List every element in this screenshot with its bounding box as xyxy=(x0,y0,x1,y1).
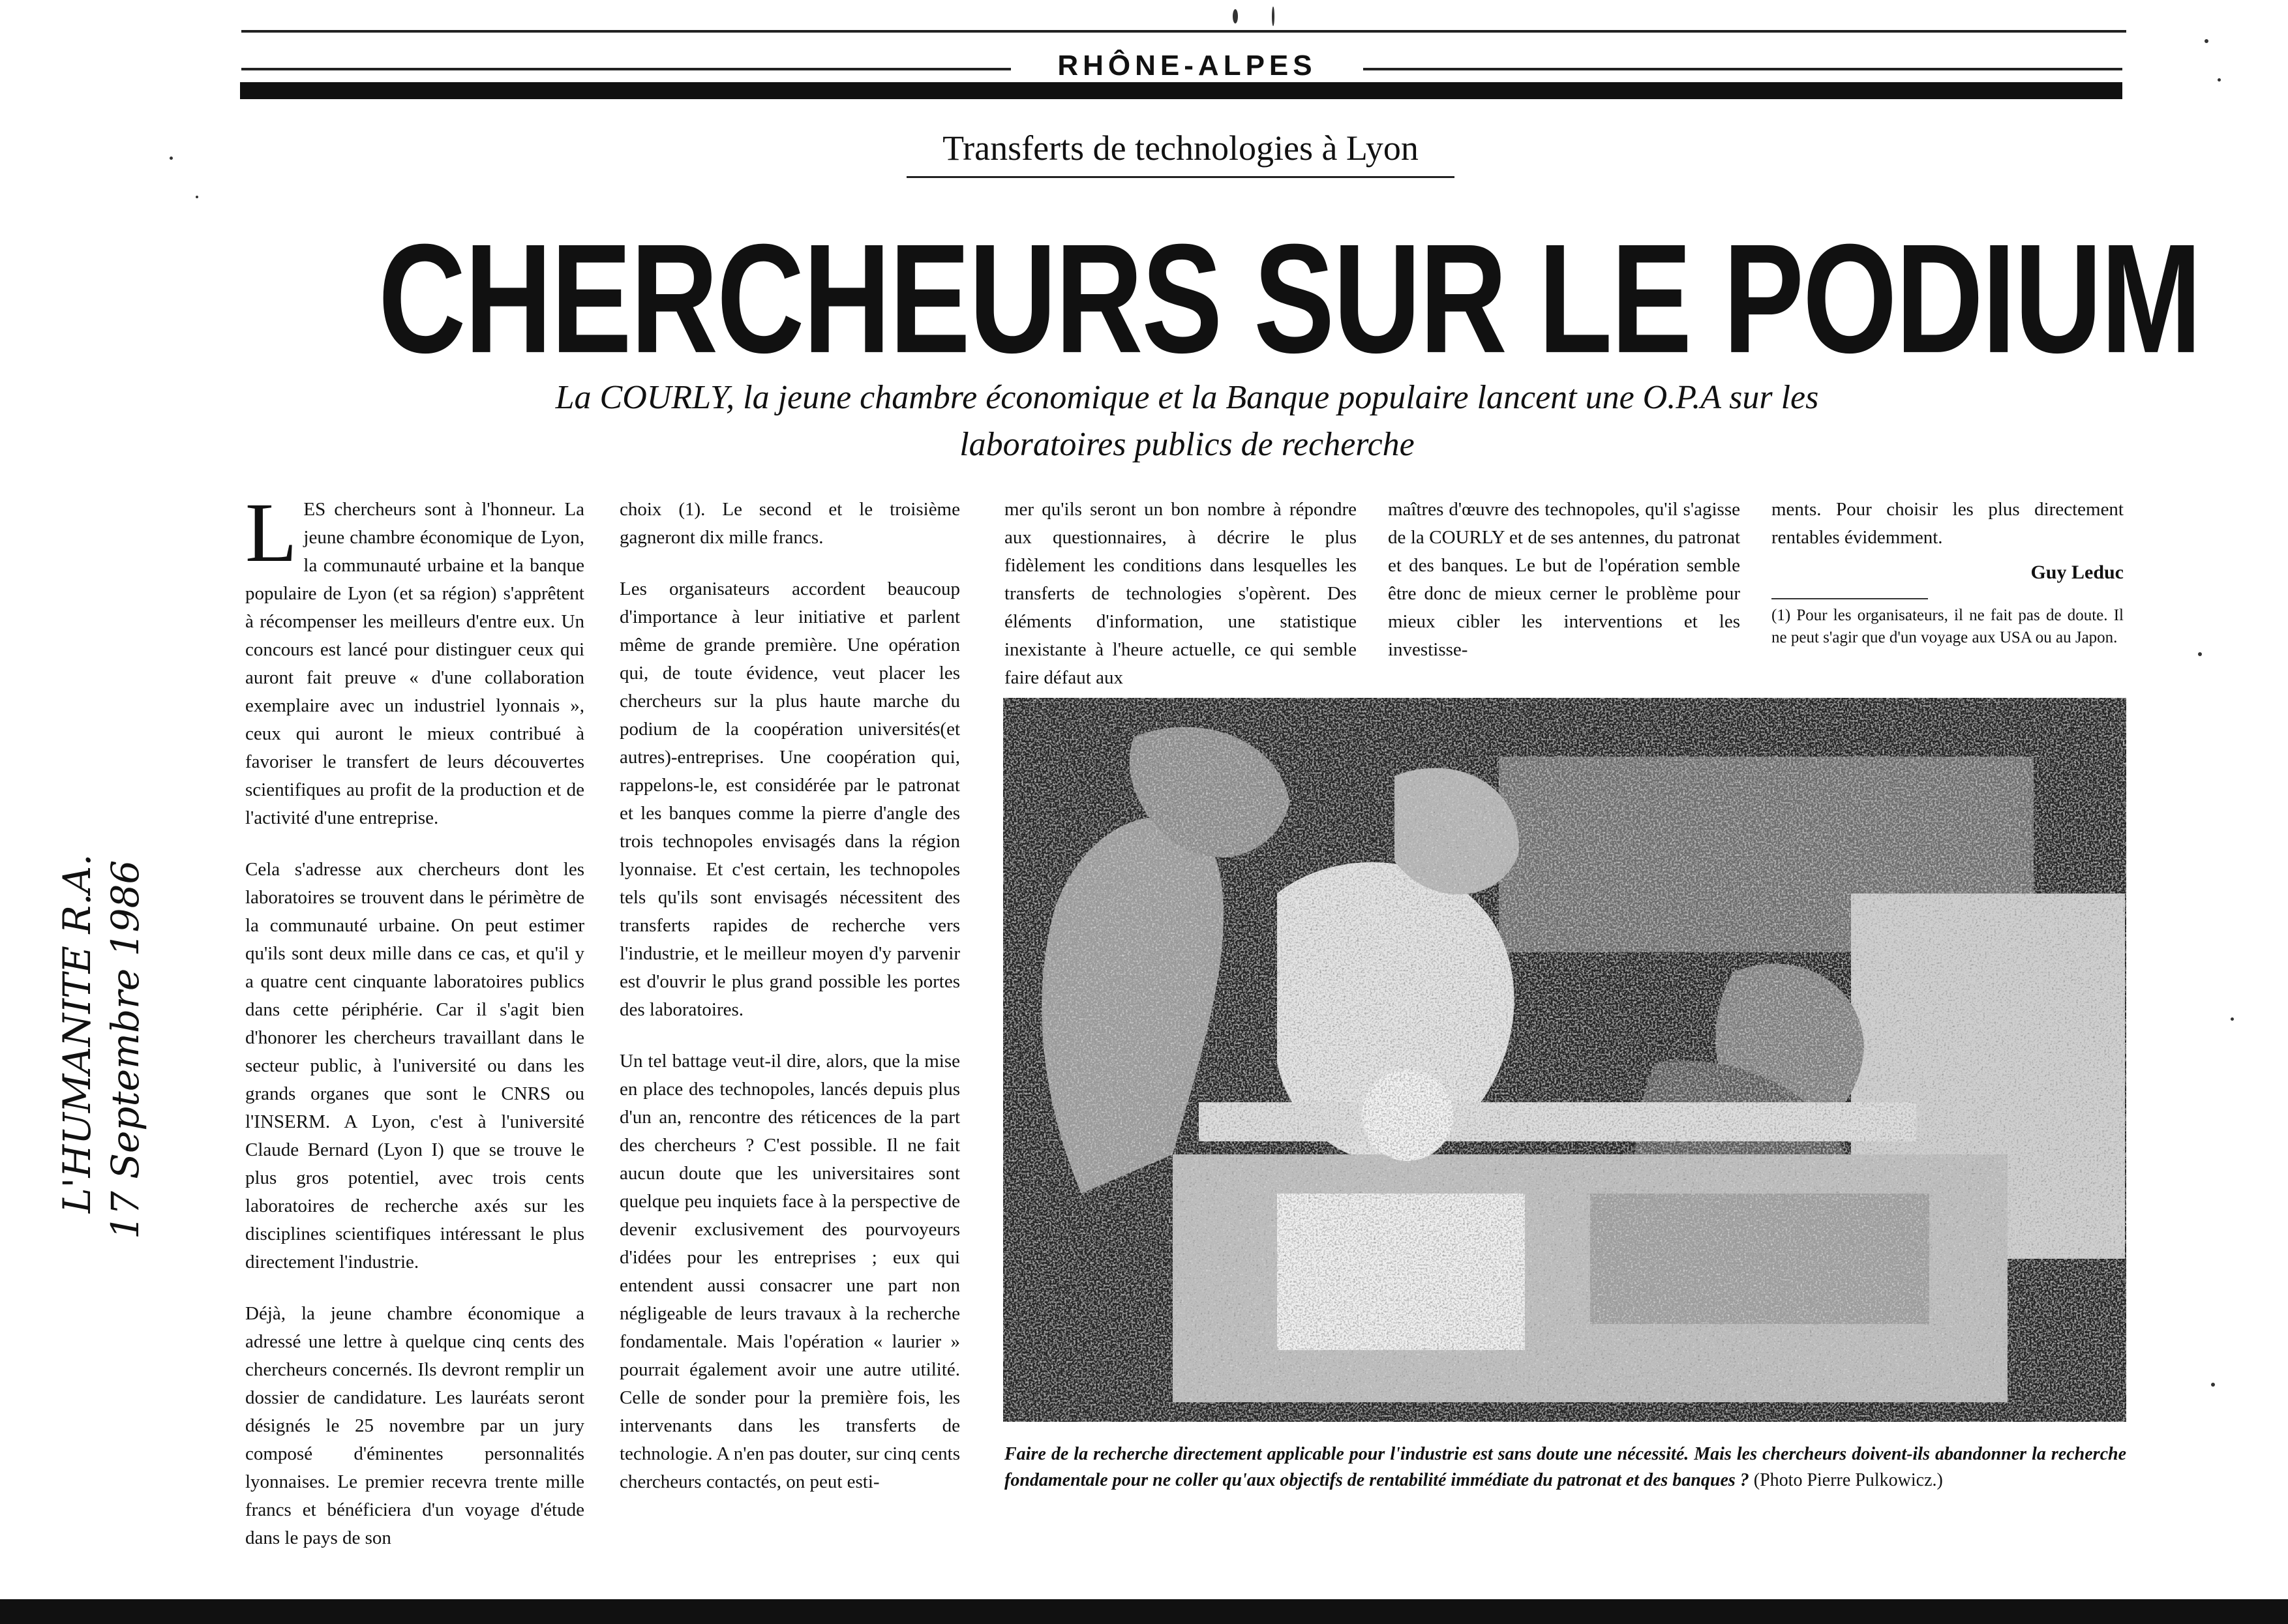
scan-speck xyxy=(2211,1383,2215,1387)
deck: La COURLY, la jeune chambre économique et la Banque populaire lancent une O.P.A sur les laboratoires publics de recherche xyxy=(555,379,1819,463)
scan-bottom-edge xyxy=(0,1599,2288,1624)
caption-text: Faire de la recherche directement applicable pour l'industrie est sans doute une nécessité. Mais les chercheurs doivent-ils abandonner la recherche fondamentale pour ne coller qu'aux objectifs de rentabilité immédiate du patronat et des banques ? xyxy=(1004,1444,2126,1490)
paragraph: maîtres d'œuvre des technopoles, qu'il s'agisse de la COURLY et de ses antennes, du patronat et des banques. Le but de l'opération semble être donc de mieux cerner le problème pour mieux cibler les interventions et les investisse- xyxy=(1388,499,1740,660)
handwritten-line-2: 17 Septembre 1986 xyxy=(103,860,147,1239)
section-header: RHÔNE-ALPES xyxy=(1057,50,1317,82)
photo xyxy=(1003,698,2126,1422)
scan-speck xyxy=(1272,7,1274,26)
scan-speck xyxy=(196,196,198,198)
article-column-3 xyxy=(1004,496,1357,715)
article-column-5 xyxy=(1771,496,2124,649)
kicker: Transferts de technologies à Lyon xyxy=(942,128,1419,168)
scan-speck xyxy=(2205,39,2208,43)
scan-speck xyxy=(2218,78,2221,82)
paragraph: Cela s'adresse aux chercheurs dont les laboratoires se trouvent dans le périmètre de la communauté urbaine. On peut estimer qu'ils sont deux mille dans ce cas, et qu'il y a quatre cent cinquante laboratoires publics dans cette périphérie. Car il s'agit bien d'honorer les chercheurs travaillant dans le secteur public, à l'université ou dans les grands organes que sont le CNRS ou l'INSERM. A Lyon, c'est à l'université Claude Bernard (Lyon I) que se trouve le plus gros potentiel, avec trois cents laboratoires de recherche axés sur les disciplines scientifiques intéressant le plus directement l'industrie. xyxy=(245,859,584,1272)
photo-credit: (Photo Pierre Pulkowicz.) xyxy=(1753,1470,1943,1490)
headline: CHERCHEURS SUR LE PODIUM xyxy=(378,213,2201,386)
article-column-1 xyxy=(245,486,584,1576)
handwritten-note xyxy=(26,391,147,1304)
paragraph: choix (1). Le second et le troisième gagneront dix mille francs. xyxy=(620,499,960,548)
section-rule-right xyxy=(1363,68,2122,70)
top-rule xyxy=(241,30,2126,33)
paragraph: Un tel battage veut-il dire, alors, que la mise en place des technopoles, lancés depuis plus d'un an, rencontre des réticences de la part des chercheurs ? C'est possible. Il ne fait aucun doute que les universitaires sont quelque peu inquiets face à la perspective de devenir exclusivement des pourvoyeurs d'idées pour les entreprises ; eux qui entendent aussi consacrer une part non négligeable de leurs travaux à la recherche fondamentale. Mais l'opération « laurier » pourrait également avoir une autre utilité. Celle de sonder pour la première fois, les intervenants dans les transferts de technologie. A n'en pas douter, sur cinq cents chercheurs contactés, on peut esti- xyxy=(620,1051,960,1492)
kicker-underline xyxy=(907,176,1454,178)
handwritten-line-1: L'HUMANITE R.A. xyxy=(55,854,99,1213)
scan-speck xyxy=(1233,9,1238,23)
paragraph: Les organisateurs accordent beaucoup d'importance à leur initiative et parlent même de grande première. Une opération qui, de toute évidence, veut placer les chercheurs sur la plus haute marche du podium de la coopération universités(et autres)-entreprises. Une coopération qui, rappelons-le, est considérée par le patronat et les banques comme la pierre d'angle des trois technopoles envisagés dans la région lyonnaise. Et c'est certain, les technopoles tels qu'ils sont envisagés nécessitent des transferts rapides de recherche vers l'industrie, et le meilleur moyen d'y parvenir est d'ouvrir le plus grand possible les portes des laboratoires. xyxy=(620,579,960,1020)
dropcap: L xyxy=(245,486,297,580)
footnote: (1) Pour les organisateurs, il ne fait pas de doute. Il ne peut s'agir que d'un voyage aux USA ou au Japon. xyxy=(1771,607,2124,646)
scan-speck xyxy=(2198,652,2202,656)
photo-caption xyxy=(1004,1441,2126,1494)
scan-speck xyxy=(170,157,173,160)
article-column-2 xyxy=(620,496,960,1520)
byline: Guy Leduc xyxy=(2030,562,2124,583)
paragraph: mer qu'ils seront un bon nombre à répondre aux questionnaires, à décrire le plus fidèlement les conditions dans lesquelles les transferts de technologies s'opèrent. Des éléments d'information, une statistique inexistante à l'heure actuelle, ce qui semble faire défaut aux xyxy=(1004,499,1357,688)
paragraph: ments. Pour choisir les plus directement rentables évidemment. xyxy=(1771,499,2124,548)
section-rule-left xyxy=(241,68,1011,70)
article-column-4 xyxy=(1388,496,1740,687)
paragraph: ES chercheurs sont à l'honneur. La jeune chambre économique de Lyon, la communauté urbaine et la banque populaire de Lyon (et sa région) s'apprêtent à récompenser les meilleurs d'entre eux. Un concours est lancé pour distinguer ceux qui auront fait preuve « d'une collaboration exemplaire avec un industriel lyonnais », ceux qui auront le mieux contribué à favoriser le transfert de leurs découvertes scientifiques au profit de la production et de l'activité d'une entreprise. xyxy=(245,499,584,828)
paragraph: Déjà, la jeune chambre économique a adressé une lettre à quelque cinq cents des chercheurs concernés. Ils devront remplir un dossier de candidature. Les lauréats seront désignés le 25 novembre par un jury composé d'éminentes personnalités lyonnaises. Le premier recevra trente mille francs et bénéficiera d'un voyage d'étude dans le pays de son xyxy=(245,1303,584,1548)
footnote-rule xyxy=(1771,598,1928,599)
section-bar xyxy=(240,82,2122,99)
photo-image xyxy=(1003,698,2126,1422)
scan-speck xyxy=(2231,1017,2234,1021)
